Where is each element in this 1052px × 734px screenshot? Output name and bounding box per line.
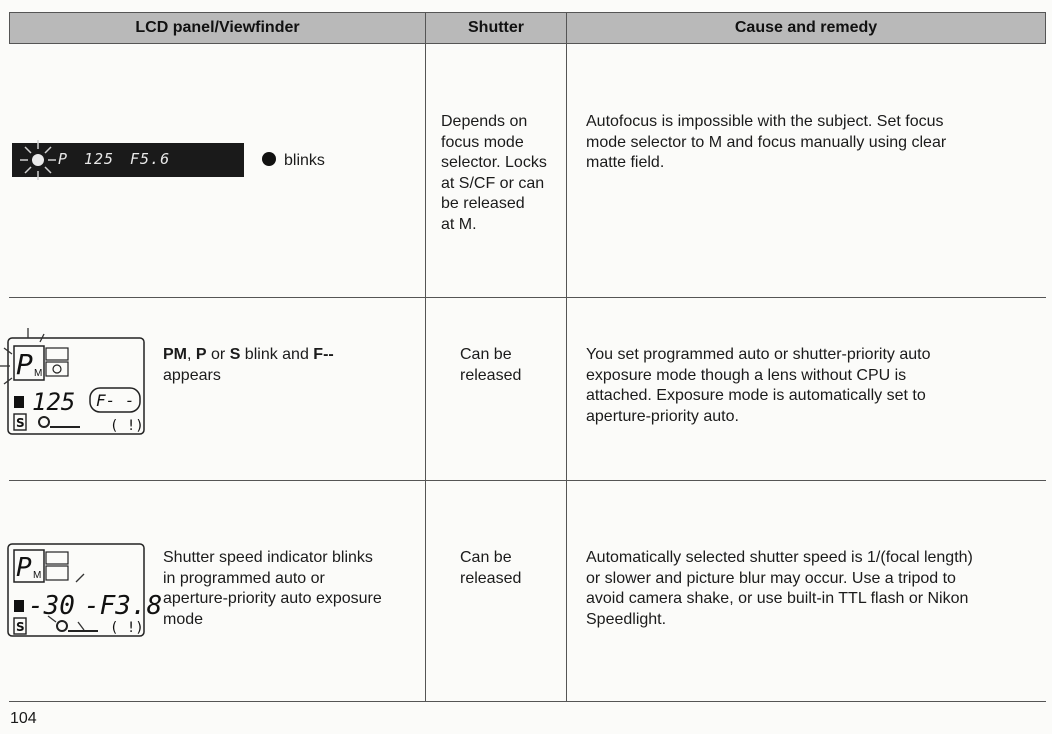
svg-text:( !): ( !): [110, 418, 144, 434]
svg-text:( !): ( !): [110, 620, 144, 636]
row-divider: [9, 701, 1046, 702]
viewfinder-mode: P: [58, 150, 69, 168]
lcd-shutter-value: 125: [32, 388, 76, 416]
cause-remedy-text: You set programmed auto or shutter-priority auto exposure mode though a lens without CPU is attached. Exposure mode is automatically set to aperture-priority auto.: [586, 346, 931, 425]
page-number: 104: [10, 710, 37, 727]
table-header: [9, 12, 1046, 44]
shutter-status: Can be released: [460, 549, 522, 587]
viewfinder-aperture: F5.6: [130, 150, 171, 168]
viewfinder-shutter: 125: [84, 150, 115, 168]
header-cause-remedy: Cause and remedy: [734, 19, 878, 36]
focus-dot-icon: [262, 152, 276, 166]
svg-text:S: S: [16, 416, 25, 430]
lcd-panel-illustration: [0, 326, 150, 438]
indicator-text: Shutter speed indicator blinks in programmed auto or aperture-priority auto exposure mode: [163, 549, 382, 628]
lcd-aperture-value: -F3.8: [84, 591, 163, 621]
svg-text:S: S: [16, 620, 25, 634]
indicator-text: PM, P or S blink and F-- appears: [163, 346, 334, 384]
lcd-mode-letter: P: [16, 553, 32, 583]
bleed-through-text: [30, 84, 34, 102]
column-divider: [425, 12, 426, 702]
lcd-f-dash: F- -: [96, 391, 135, 410]
cause-remedy-text: Automatically selected shutter speed is 1/(focal length) or slower and picture blur may occur. Use a tripod to avoid camera shake, or use built-in TTL flash or Nikon Speedlight.: [586, 549, 973, 628]
lcd-mode-sub: M: [34, 368, 43, 379]
indicator-text: blinks: [284, 152, 325, 169]
lcd-shutter-value: -30: [28, 591, 75, 621]
cause-remedy-text: Autofocus is impossible with the subject. Set focus mode selector to M and focus manually using clear matte field.: [586, 113, 947, 171]
lcd-mode-sub: M: [33, 570, 42, 581]
row-divider: [9, 480, 1046, 481]
header-lcd-panel: LCD panel/Viewfinder: [135, 19, 300, 36]
lcd-mode-letter: P: [16, 348, 33, 381]
shutter-status: Depends on focus mode selector. Locks at S/CF or can be released at M.: [441, 113, 547, 233]
row-divider: [9, 297, 1046, 298]
blinking-focus-indicator-icon: [12, 136, 58, 184]
lcd-panel-illustration: [0, 538, 163, 640]
shutter-status: Can be released: [460, 346, 522, 384]
header-shutter: Shutter: [468, 19, 524, 36]
column-divider: [566, 12, 567, 702]
